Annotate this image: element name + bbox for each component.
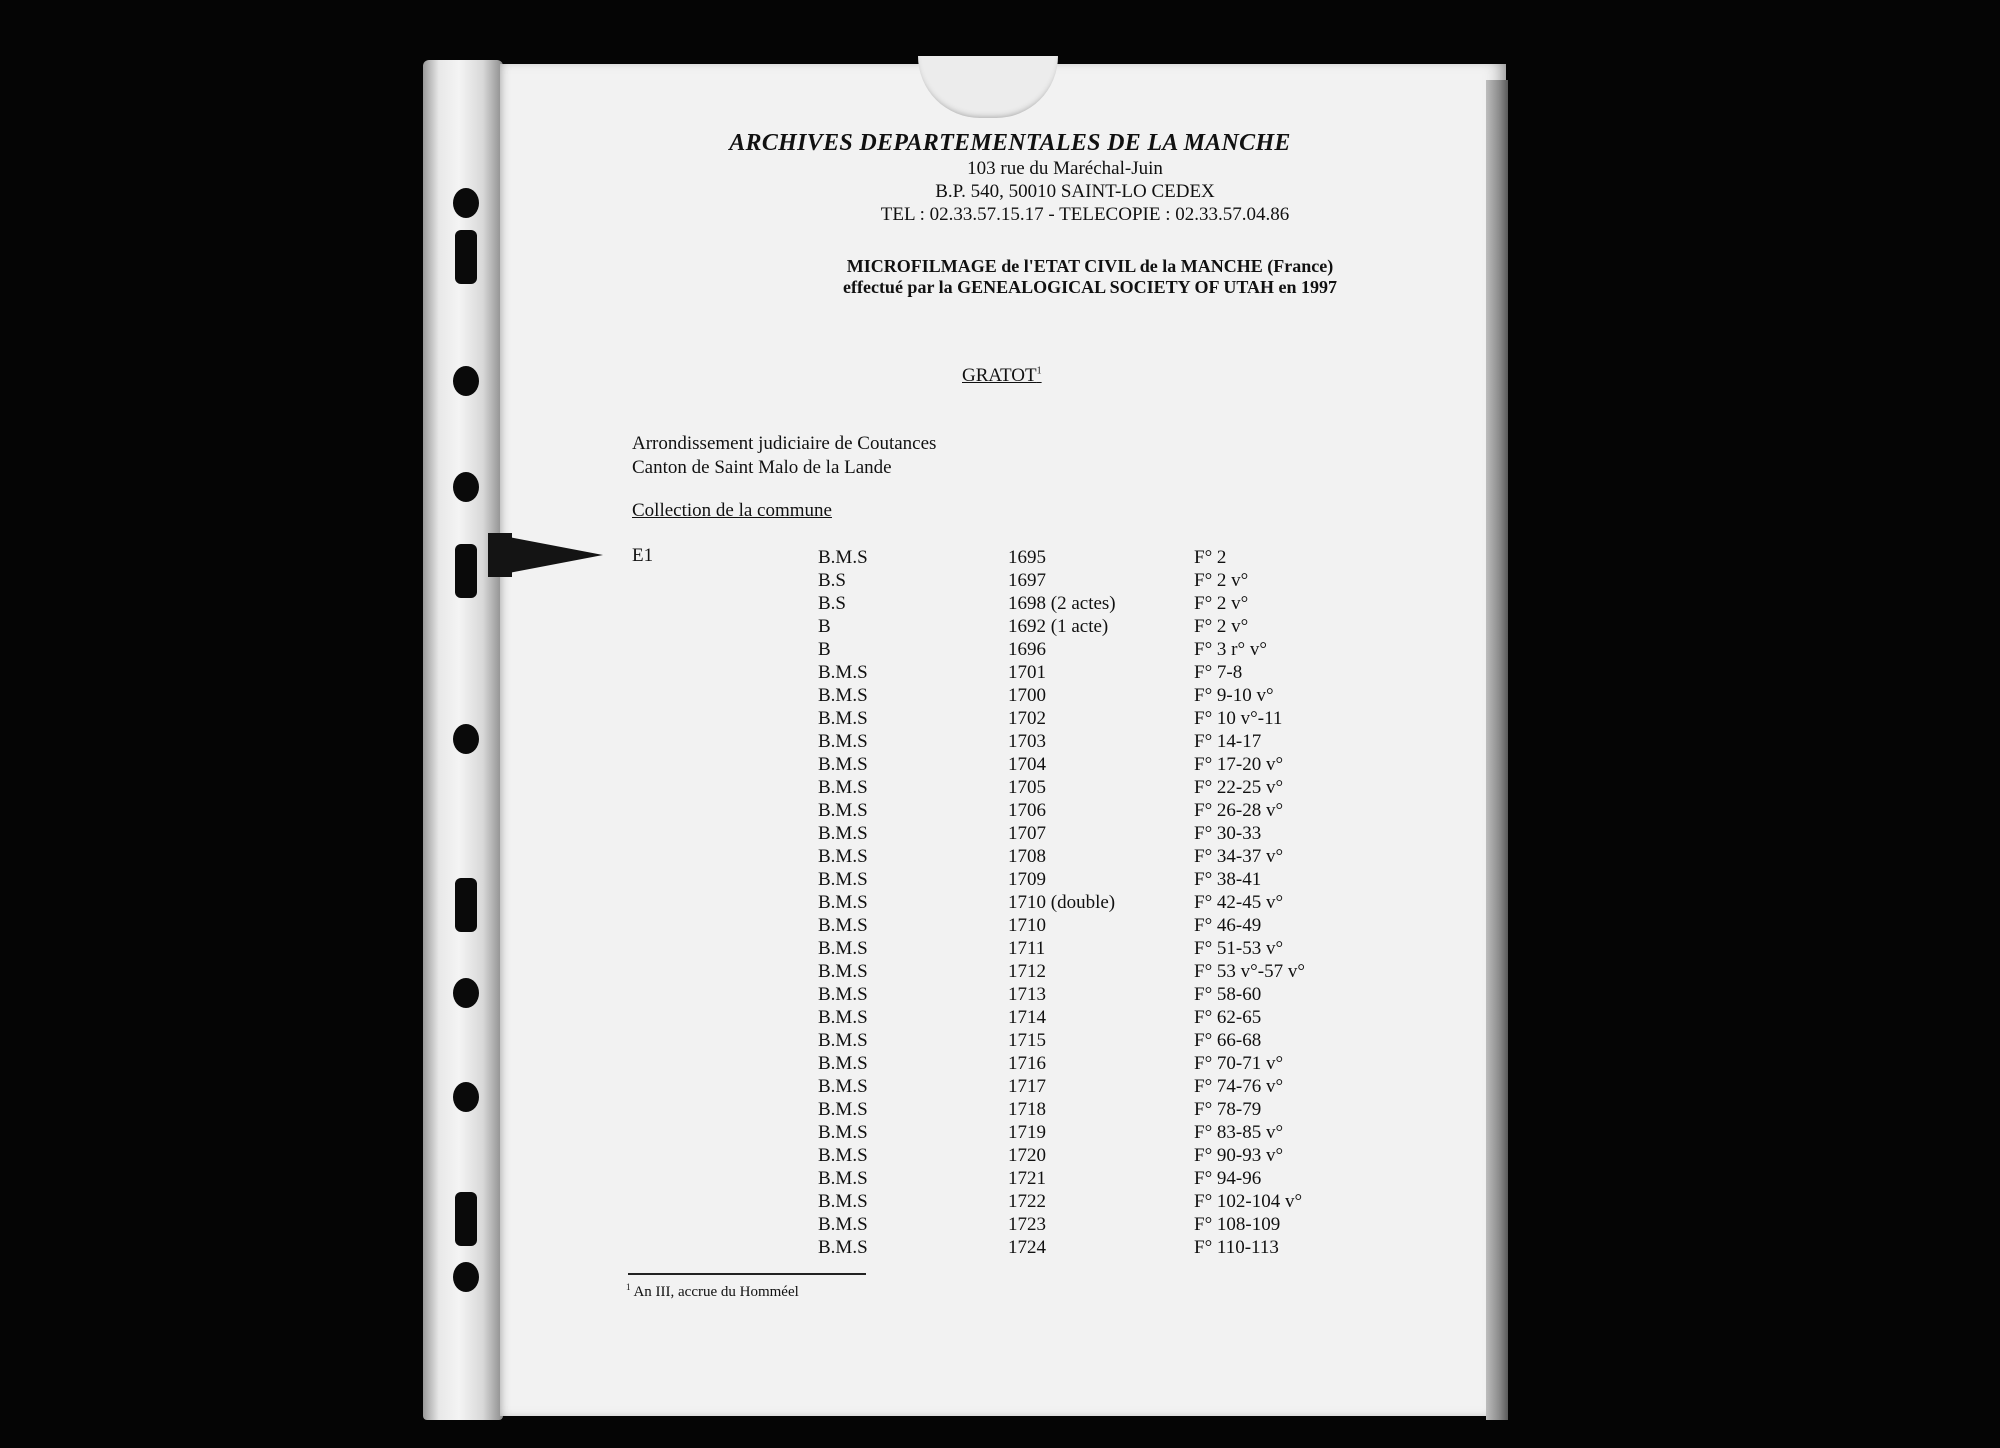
commune-name: GRATOT [962,365,1037,386]
register-type: B.M.S [818,1214,868,1235]
register-type: B.S [818,593,846,614]
register-year: 1717 [1008,1076,1046,1097]
register-year: 1724 [1008,1237,1046,1258]
footnote [626,1282,799,1301]
table-row [818,570,1378,593]
register-year: 1710 [1008,915,1046,936]
organization-title: ARCHIVES DEPARTEMENTALES DE LA MANCHE [729,130,1291,156]
collection-heading: Collection de la commune [632,500,832,521]
register-folio: F° 102-104 v° [1194,1191,1303,1212]
register-year: 1705 [1008,777,1046,798]
register-folio: F° 14-17 [1194,731,1262,752]
register-type: B.M.S [818,1145,868,1166]
sheet-protector-strip [423,60,503,1420]
punch-hole [453,978,479,1008]
punch-slot [455,544,477,598]
document-header [620,130,1640,298]
jurisdiction-info [632,432,936,480]
table-row [818,1053,1378,1076]
register-folio: F° 2 [1194,547,1227,568]
table-row [818,961,1378,984]
table-row [818,731,1378,754]
table-row [818,1122,1378,1145]
register-year: 1706 [1008,800,1046,821]
register-year: 1696 [1008,639,1046,660]
register-folio: F° 3 r° v° [1194,639,1267,660]
register-year: 1709 [1008,869,1046,890]
footnote-rule [628,1273,866,1275]
register-type: B [818,616,831,637]
register-type: B.M.S [818,754,868,775]
pointer-arrow-icon [488,533,603,577]
register-type: B.M.S [818,823,868,844]
register-folio: F° 51-53 v° [1194,938,1284,959]
table-row [818,869,1378,892]
table-row [818,547,1378,570]
register-year: 1701 [1008,662,1046,683]
table-row [818,984,1378,1007]
footnote-mark: 1 [626,1282,631,1292]
register-folio: F° 46-49 [1194,915,1262,936]
table-row [818,823,1378,846]
table-row [818,800,1378,823]
register-type: B.M.S [818,1237,868,1258]
register-year: 1714 [1008,1007,1046,1028]
punch-hole [453,188,479,218]
table-row [818,1007,1378,1030]
register-year: 1712 [1008,961,1046,982]
register-year: 1695 [1008,547,1046,568]
arrondissement-line: Arrondissement judiciaire de Coutances [632,433,937,454]
table-row [818,662,1378,685]
register-folio: F° 22-25 v° [1194,777,1284,798]
register-year: 1697 [1008,570,1046,591]
register-folio: F° 58-60 [1194,984,1262,1005]
register-type: B.M.S [818,846,868,867]
punch-hole [453,724,479,754]
register-year: 1713 [1008,984,1046,1005]
table-row [818,1237,1378,1260]
register-folio: F° 90-93 v° [1194,1145,1284,1166]
register-type: B.M.S [818,1053,868,1074]
commune-title [962,365,1042,387]
register-year: 1702 [1008,708,1046,729]
register-year: 1711 [1008,938,1046,959]
register-folio: F° 17-20 v° [1194,754,1284,775]
commune-footnote-mark: 1 [1036,365,1042,377]
table-row [818,892,1378,915]
register-type: B.M.S [818,708,868,729]
register-folio: F° 2 v° [1194,616,1249,637]
register-type: B.M.S [818,869,868,890]
address-line-1: 103 rue du Maréchal-Juin [967,158,1163,179]
canton-line: Canton de Saint Malo de la Lande [632,457,892,478]
register-cote: E1 [632,545,654,566]
register-year: 1721 [1008,1168,1046,1189]
register-type: B [818,639,831,660]
punch-hole [453,1262,479,1292]
register-type: B.M.S [818,1030,868,1051]
register-type: B.S [818,570,846,591]
table-row [818,639,1378,662]
table-row [818,1030,1378,1053]
register-type: B.M.S [818,800,868,821]
punch-hole [453,1082,479,1112]
register-folio: F° 26-28 v° [1194,800,1284,821]
register-folio: F° 83-85 v° [1194,1122,1284,1143]
microfilm-line-1: MICROFILMAGE de l'ETAT CIVIL de la MANCHE (France) [846,256,1334,276]
table-row [818,685,1378,708]
register-year: 1715 [1008,1030,1046,1051]
punch-slot [455,230,477,284]
register-folio: F° 30-33 [1194,823,1262,844]
register-folio: F° 42-45 v° [1194,892,1284,913]
table-row [818,1145,1378,1168]
register-type: B.M.S [818,1168,868,1189]
register-type: B.M.S [818,961,868,982]
register-folio: F° 74-76 v° [1194,1076,1284,1097]
register-folio: F° 62-65 [1194,1007,1262,1028]
microfilm-line-2: effectué par la GENEALOGICAL SOCIETY OF UTAH en 1997 [842,277,1337,297]
table-row [818,1168,1378,1191]
register-type: B.M.S [818,1099,868,1120]
register-type: B.M.S [818,1191,868,1212]
table-row [818,846,1378,869]
table-row [818,1099,1378,1122]
table-row [818,915,1378,938]
register-year: 1698 (2 actes) [1008,593,1116,614]
table-row [818,1076,1378,1099]
register-folio: F° 10 v°-11 [1194,708,1283,729]
register-type: B.M.S [818,662,868,683]
register-folio: F° 2 v° [1194,570,1249,591]
register-type: B.M.S [818,984,868,1005]
register-year: 1723 [1008,1214,1046,1235]
register-year: 1700 [1008,685,1046,706]
register-year: 1710 (double) [1008,892,1116,913]
address-line-2: B.P. 540, 50010 SAINT-LO CEDEX [935,181,1215,202]
register-type: B.M.S [818,547,868,568]
table-row [818,938,1378,961]
register-type: B.M.S [818,731,868,752]
table-row [818,1214,1378,1237]
punch-slot [455,1192,477,1246]
punch-slot [455,878,477,932]
punch-hole [453,366,479,396]
register-type: B.M.S [818,892,868,913]
table-row [818,708,1378,731]
register-year: 1719 [1008,1122,1046,1143]
telephone-line: TEL : 02.33.57.15.17 - TELECOPIE : 02.33.57.04.86 [880,204,1290,225]
register-folio: F° 7-8 [1194,662,1243,683]
register-type: B.M.S [818,1122,868,1143]
microfilm-notice [540,256,1640,298]
register-folio: F° 34-37 v° [1194,846,1284,867]
register-type: B.M.S [818,1007,868,1028]
register-year: 1703 [1008,731,1046,752]
register-year: 1716 [1008,1053,1046,1074]
register-folio: F° 66-68 [1194,1030,1262,1051]
register-folio: F° 108-109 [1194,1214,1281,1235]
register-year: 1720 [1008,1145,1046,1166]
register-type: B.M.S [818,938,868,959]
register-type: B.M.S [818,685,868,706]
footnote-text: An III, accrue du Homméel [633,1284,799,1300]
register-year: 1707 [1008,823,1046,844]
register-year: 1692 (1 acte) [1008,616,1109,637]
register-year: 1718 [1008,1099,1046,1120]
register-folio: F° 110-113 [1194,1237,1279,1258]
register-folio: F° 78-79 [1194,1099,1262,1120]
table-row [818,1191,1378,1214]
register-type: B.M.S [818,915,868,936]
table-row [818,616,1378,639]
register-type: B.M.S [818,777,868,798]
register-folio: F° 2 v° [1194,593,1249,614]
register-folio: F° 38-41 [1194,869,1262,890]
table-row [818,754,1378,777]
register-folio: F° 9-10 v° [1194,685,1274,706]
register-year: 1704 [1008,754,1046,775]
table-row [818,593,1378,616]
register-folio: F° 70-71 v° [1194,1053,1284,1074]
register-table [818,547,1378,1260]
punch-hole [453,472,479,502]
register-year: 1722 [1008,1191,1046,1212]
register-folio: F° 94-96 [1194,1168,1262,1189]
register-folio: F° 53 v°-57 v° [1194,961,1305,982]
table-row [818,777,1378,800]
register-year: 1708 [1008,846,1046,867]
register-type: B.M.S [818,1076,868,1097]
